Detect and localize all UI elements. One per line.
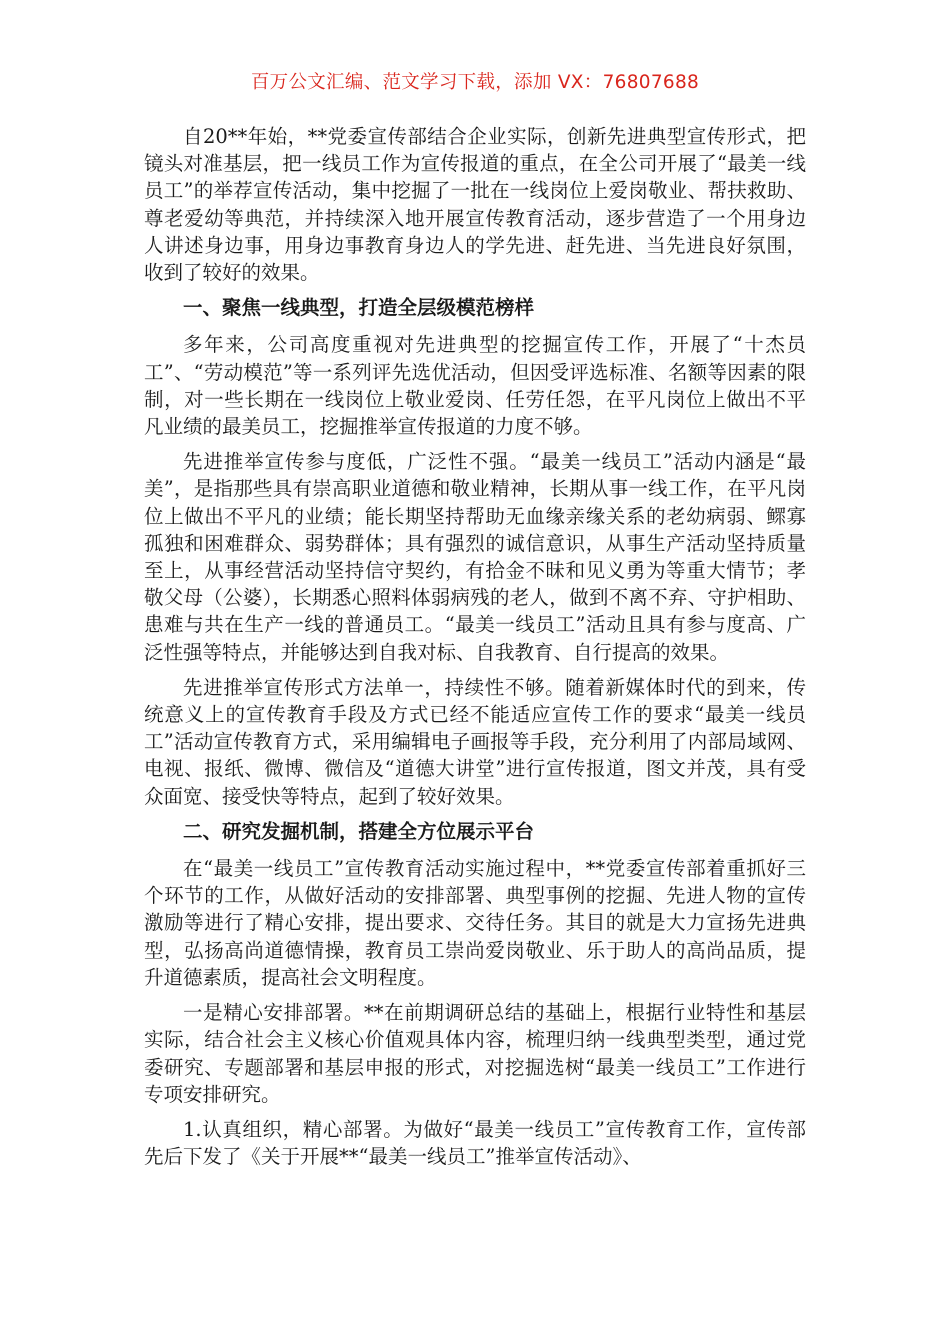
section-2-heading: 二、研究发掘机制，搭建全方位展示平台 [183,819,535,843]
header-banner: 百万公文汇编、范文学习下载，添加 VX：76807688 [250,72,700,93]
section-1-paragraph-3: 先进推举宣传形式方法单一，持续性不够。随着新媒体时代的到来，传统意义上的宣传教育手段及方式已经不能适应宣传工作的要求“最美一线员工”活动宣传教育方式，采用编辑电子画报等手段，充分利用了内部局域网、电视、报纸、微博、微信及“道德大讲堂”进行宣传报道，图文并茂，具有受众面宽、接受快等特点，起到了较好效果。 [144,675,806,808]
intro-paragraph: 自20**年始，**党委宣传部结合企业实际，创新先进典型宣传形式，把镜头对准基层，把一线员工作为宣传报道的重点，在全公司开展了“最美一线员工”的举荐宣传活动，集中挖掘了一批在一线岗位上爱岗敬业、帮扶救助、尊老爱幼等典范，并持续深入地开展宣传教育活动，逐步营造了一个用身边人讲述身边事，用身边事教育身边人的学先进、赶先进、当先进良好氛围，收到了较好的效果。 [144,125,806,285]
document-body [144,123,806,1178]
section-2-paragraph-2: 一是精心安排部署。**在前期调研总结的基础上，根据行业特性和基层实际，结合社会主义核心价值观具体内容，梳理归纳一线典型类型，通过党委研究、专题部署和基层申报的形式，对挖掘选树“最美一线员工”工作进行专项安排研究。 [144,1001,806,1106]
section-2-paragraph-3: 1.认真组织，精心部署。为做好“最美一线员工”宣传教育工作，宣传部先后下发了《关于开展**“最美一线员工”推举宣传活动》、 [144,1117,806,1169]
section-2-paragraph-1: 在“最美一线员工”宣传教育活动实施过程中，**党委宣传部着重抓好三个环节的工作，从做好活动的安排部署、典型事例的挖掘、先进人物的宣传激励等进行了精心安排，提出要求、交待任务。其目的就是大力宣扬先进典型，弘扬高尚道德情操，教育员工崇尚爱岗敬业、乐于助人的高尚品质，提升道德素质，提高社会文明程度。 [144,857,806,989]
section-1-heading: 一、聚焦一线典型，打造全层级模范榜样 [183,296,535,320]
section-1-paragraph-2: 先进推举宣传参与度低，广泛性不强。“最美一线员工”活动内涵是“最美”，是指那些具有崇高职业道德和敬业精神，长期从事一线工作，在平凡岗位上做出不平凡的业绩；能长期坚持帮助无血缘亲缘关系的老幼病弱、鳏寡孤独和困难群众、弱势群体；具有强烈的诚信意识，从事生产活动坚持质量至上，从事经营活动坚持信守契约，有拾金不昧和见义勇为等重大情节；孝敬父母（公婆），长期悉心照料体弱病残的老人，做到不离不弃、守护相助、患难与共在生产一线的普通员工。“最美一线员工”活动且具有参与度高、广泛性强等特点，并能够达到自我对标、自我教育、自行提高的效果。 [144,450,806,664]
section-1-paragraph-1: 多年来，公司高度重视对先进典型的挖掘宣传工作，开展了“十杰员工”、“劳动模范”等一系列评先选优活动，但因受评选标准、名额等因素的限制，对一些长期在一线岗位上敬业爱岗、任劳任怨，在平凡岗位上做出不平凡业绩的最美员工，挖掘推举宣传报道的力度不够。 [144,333,806,439]
